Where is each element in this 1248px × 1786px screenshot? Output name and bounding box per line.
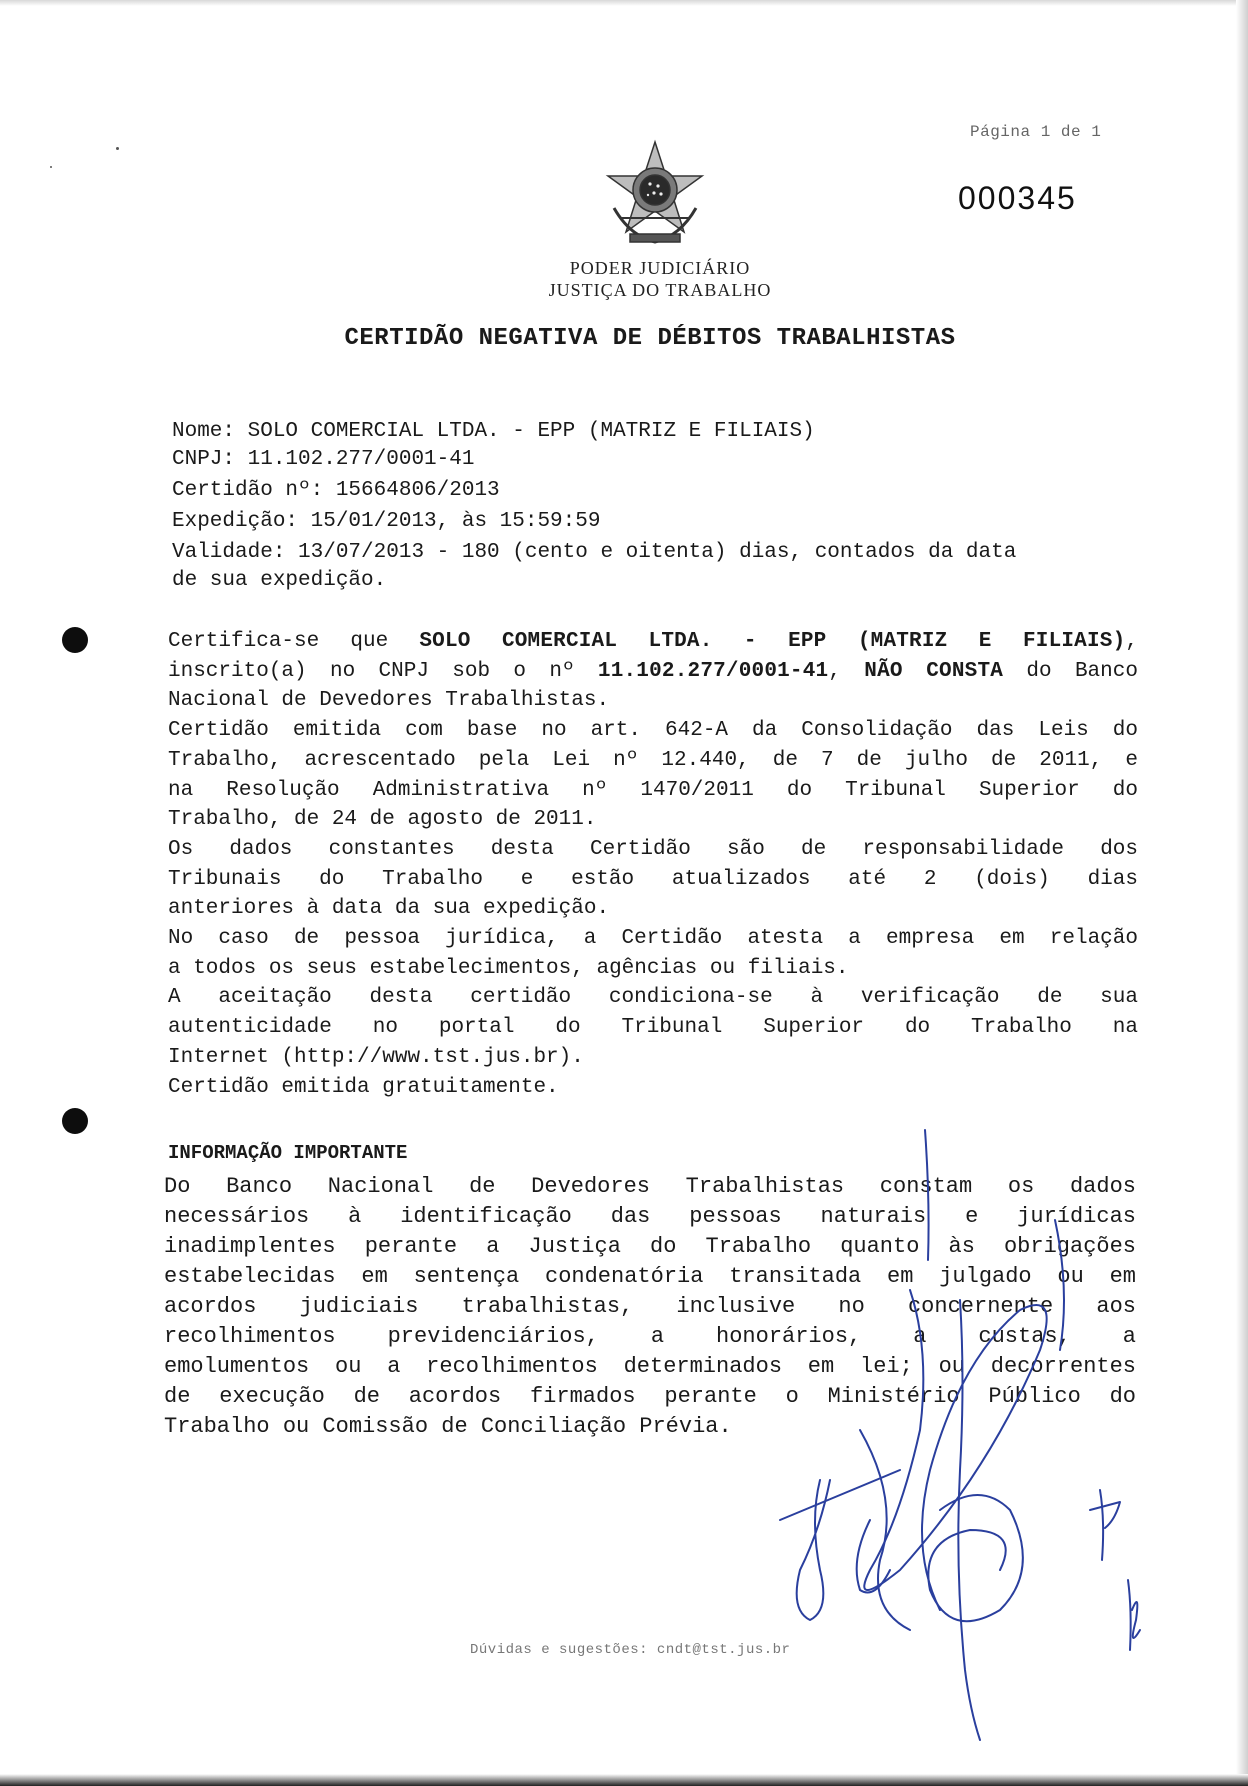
scan-speck xyxy=(116,147,119,150)
info-line: de execução de acordos firmados perante o Ministério Público do xyxy=(164,1384,1136,1409)
body-line: Tribunais do Trabalho e estão atualizados até 2 (dois) dias xyxy=(168,867,1138,891)
body-line: a todos os seus estabelecimentos, agências ou filiais. xyxy=(168,956,849,980)
scan-edge-right xyxy=(1236,0,1248,1786)
header-labor-justice: JUSTIÇA DO TRABALHO xyxy=(548,280,772,300)
document-title: CERTIDÃO NEGATIVA DE DÉBITOS TRABALHISTAS xyxy=(344,325,956,352)
body-line: na Resolução Administrativa nº 1470/2011 do Tribunal Superior do xyxy=(168,778,1138,802)
body-line: Trabalho, de 24 de agosto de 2011. xyxy=(168,808,597,832)
body-line: anteriores à data da sua expedição. xyxy=(168,897,610,921)
scan-edge-top xyxy=(0,0,1248,6)
scan-edge-bottom xyxy=(0,1774,1248,1786)
coat-of-arms-icon xyxy=(600,138,710,250)
punch-hole-bottom xyxy=(62,1108,88,1134)
scan-speck xyxy=(50,166,52,168)
info-line: Trabalho ou Comissão de Conciliação Prévia. xyxy=(164,1414,732,1439)
body-line: Certidão emitida com base no art. 642-A da Consolidação das Leis do xyxy=(168,719,1138,743)
body-line: A aceitação desta certidão condiciona-se à verificação de sua xyxy=(168,986,1138,1010)
body-line: Trabalho, acrescentado pela Lei nº 12.440, de 7 de julho de 2011, e xyxy=(168,748,1138,772)
field-validade: Validade: 13/07/2013 - 180 (cento e oitenta) dias, contados da data xyxy=(172,541,1017,564)
body-line: Certidão emitida gratuitamente. xyxy=(168,1075,559,1099)
status-text: NÃO CONSTA xyxy=(864,659,1004,683)
body-line: No caso de pessoa jurídica, a Certidão atesta a empresa em relação xyxy=(168,927,1138,951)
cert-comma: , xyxy=(1125,630,1139,653)
info-line: emolumentos ou a recolhimentos determinados em lei; ou decorrentes xyxy=(164,1354,1136,1379)
info-line: Do Banco Nacional de Devedores Trabalhistas constam os dados xyxy=(164,1174,1136,1199)
info-line: recolhimentos previdenciários, a honorários, a custas, a xyxy=(164,1324,1136,1349)
cert-comma: , xyxy=(828,659,841,683)
body-line: Internet (http://www.tst.jus.br). xyxy=(168,1045,584,1069)
page-indicator: Página 1 de 1 xyxy=(970,123,1102,141)
cert-text: do Banco xyxy=(1026,659,1138,683)
company-cnpj: 11.102.277/0001-41 xyxy=(597,659,829,683)
info-line: acordos judiciais trabalhistas, inclusive no concernente aos xyxy=(164,1294,1136,1319)
cert-text: Certifica-se que xyxy=(168,630,389,653)
important-info-heading: INFORMAÇÃO IMPORTANTE xyxy=(168,1142,408,1164)
body-line: autenticidade no portal do Tribunal Superior do Trabalho na xyxy=(168,1016,1138,1040)
field-expedicao: Expedição: 15/01/2013, às 15:59:59 xyxy=(172,510,601,533)
certification-paragraph xyxy=(168,627,1138,1102)
document-number-stamp: 000345 xyxy=(958,180,1077,216)
body-line: Os dados constantes desta Certidão são de responsabilidade dos xyxy=(168,837,1138,861)
info-line: estabelecidas em sentença condenatória transitada em julgado ou em xyxy=(164,1264,1136,1289)
field-cnpj: CNPJ: 11.102.277/0001-41 xyxy=(172,448,475,471)
info-line: necessários à identificação das pessoas naturais e jurídicas xyxy=(164,1204,1136,1229)
field-validade-cont: de sua expedição. xyxy=(172,569,387,592)
cert-text: Nacional de Devedores Trabalhistas. xyxy=(168,689,610,713)
important-info-paragraph xyxy=(164,1172,1136,1442)
cert-text: inscrito(a) no CNPJ sob o nº xyxy=(168,659,575,683)
field-certidao: Certidão nº: 15664806/2013 xyxy=(172,479,500,502)
footer-contact: Dúvidas e sugestões: cndt@tst.jus.br xyxy=(470,1642,791,1658)
punch-hole-top xyxy=(62,627,88,653)
field-nome: Nome: SOLO COMERCIAL LTDA. - EPP (MATRIZ E FILIAIS) xyxy=(172,420,815,443)
info-line: inadimplentes perante a Justiça do Trabalho quanto às obrigações xyxy=(164,1234,1136,1259)
company-name: SOLO COMERCIAL LTDA. - EPP (MATRIZ E FILIAIS) xyxy=(419,630,1126,653)
header-judiciary: PODER JUDICIÁRIO xyxy=(569,258,751,278)
